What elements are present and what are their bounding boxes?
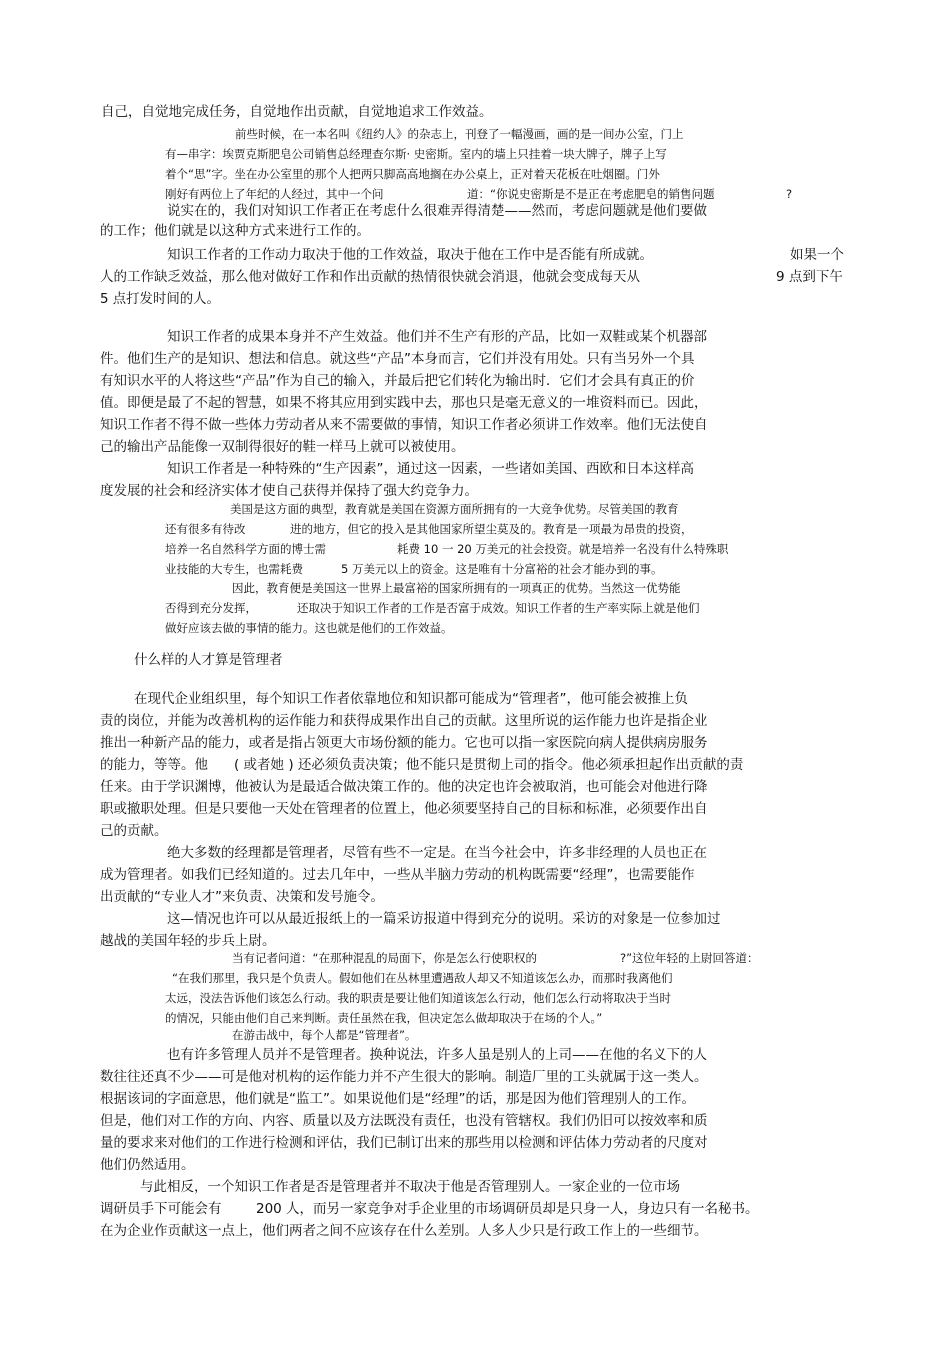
text-line: 在现代企业组织里，每个知识工作者依靠地位和知识都可能成为“管理者”，他可能会被推上负 bbox=[134, 691, 688, 707]
text-line: 调研员手下可能会有 bbox=[100, 1201, 222, 1217]
text-line: 值。即便是最了不起的智慧，如果不将其应用到实践中去，那也只是毫无意义的一堆资料而已。因此， bbox=[100, 395, 708, 411]
text-line: 如果一个 bbox=[790, 247, 844, 263]
quote-line: 还取决于知识工作者的工作是否富于成效。知识工作者的生产率实际上就是他们 bbox=[297, 601, 700, 615]
quote-line: 耗费 10 一 20 万美元的社会投资。就是培养一名没有什么特殊职 bbox=[397, 542, 729, 556]
text-line: 件。他们生产的是知识、想法和信息。就这些“产品”本身而言，它们并没有用处。只有当另外一个具 bbox=[100, 351, 695, 367]
quote-line: 因此，教育便是美国这一世界上最富裕的国家所拥有的一项真正的优势。当然这一优势能 bbox=[232, 581, 681, 595]
text-line: 说实在的，我们对知识工作者正在考虑什么很难弄得清楚——然而，考虑问题就是他们要做 bbox=[167, 203, 707, 219]
quote-line: 业技能的大专生，也需耗费 bbox=[165, 562, 303, 576]
quote-line: 进的地方，但它的投入是其他国家所望尘莫及的。教育是一项最为昂贵的投资， bbox=[290, 522, 693, 536]
quote-line: 刚好有两位上了年纪的人经过，其中一个问 bbox=[165, 187, 384, 201]
text-line: 有知识水平的人将这些“产品”作为自己的输入，并最后把它们转化为输出时．它们才会具有真正的价 bbox=[100, 373, 695, 389]
text-line: 他们仍然适用。 bbox=[100, 1157, 195, 1173]
text-line: 这—情况也许可以从最近报纸上的一篇采访报道中得到充分的说明。采访的对象是一位参加过 bbox=[167, 911, 721, 927]
text-line: 也有许多管理人员并不是管理者。换种说法，许多人虽是别人的上司——在他的名义下的人 bbox=[167, 1047, 707, 1063]
text-line: 的工作；他们就是以这种方式来进行工作的。 bbox=[100, 223, 370, 239]
quote-line: 着个“思”字。坐在办公室里的那个人把两只脚高高地搁在办公桌上，正对着天花板在吐烟圈。门外 bbox=[165, 167, 660, 181]
text-line: 知识工作者不得不做一些体力劳动者从来不需要做的事情，知识工作者必须讲工作效率。他们无法使自 bbox=[100, 417, 708, 433]
text-line: 己的贡献。 bbox=[100, 823, 168, 839]
text-line: 根据该词的字面意思，他们就是“监工”。如果说他们是“经理”的话，那是因为他们管理别人的工作。 bbox=[100, 1091, 695, 1107]
text-line: 200 人，而另一家竞争对手企业里的市场调研员却是只身一人，身边只有一名秘书。 bbox=[256, 1201, 759, 1217]
quote-line: 太远，没法告诉他们该怎么行动。我的职责是要让他们知道该怎么行动，他们怎么行动将取决于当时 bbox=[165, 991, 671, 1005]
text-line: 人的工作缺乏效益，那么他对做好工作和作出贡献的热情很快就会消退，他就会变成每天从 bbox=[100, 269, 640, 285]
text-line: 量的要求来对他们的工作进行检测和评估，我们已制订出来的那些用以检测和评估体力劳动者的尺度对 bbox=[100, 1135, 708, 1151]
quote-line: ? bbox=[786, 187, 793, 201]
text-line: 5 点打发时间的人。 bbox=[100, 291, 220, 307]
text-line: 但是，他们对工作的方向、内容、质量以及方法既没有责任，也没有管辖权。我们仍旧可以按效率和质 bbox=[100, 1113, 708, 1129]
quote-line: 培养一名自然科学方面的博士需 bbox=[165, 542, 326, 556]
text-line: 己的输出产品能像一双制得很好的鞋一样马上就可以被使用。 bbox=[100, 439, 465, 455]
quote-line: 当有记者问道：“在那种混乱的局面下，你是怎么行使职权的 bbox=[232, 951, 537, 965]
text-line: 度发展的社会和经济实体才使自己获得并保持了强大约竞争力。 bbox=[100, 483, 478, 499]
quote-line: 有—串字：埃贾克斯肥皂公司销售总经理查尔斯· 史密斯。室内的墙上只挂着一块大牌子，牌子上写 bbox=[165, 147, 667, 161]
text-line: 的能力，等等。他 bbox=[100, 757, 208, 773]
text-line: 出贡献的“专业人才”来负责、决策和发号施令。 bbox=[100, 889, 384, 905]
text-line: 责的岗位，并能为改善机构的运作能力和获得成果作出自己的贡献。这里所说的运作能力也许是指企业 bbox=[100, 713, 708, 729]
text-line: 9 点到下午 bbox=[776, 269, 843, 285]
text-line: 职或撤职处理。但是只要他一天处在管理者的位置上，他必须要坚持自己的目标和标准，必须要作出自 bbox=[100, 801, 708, 817]
quote-line: 的情况，只能由他们自己来判断。责任虽然在我，但决定怎么做却取决于在场的个人。” bbox=[165, 1011, 603, 1025]
text-line: 知识工作者的工作动力取决于他的工作效益，取决于他在工作中是否能有所成就。 bbox=[167, 247, 653, 263]
text-line: 推出一种新产品的能力，或者是指占领更大市场份额的能力。它也可以指一家医院向病人提供病房服务 bbox=[100, 735, 708, 751]
text-line: 知识工作者是一种特殊的“生产因素”，通过这一因素，一些诸如美国、西欧和日本这样高 bbox=[167, 461, 694, 477]
quote-line: 道：“你说史密斯是不是正在考虑肥皂的销售问题 bbox=[467, 187, 715, 201]
text-line: 数往往还真不少——可是他对机构的运作能力并不产生很大的影响。制造厂里的工头就属于这一类人。 bbox=[100, 1069, 708, 1085]
quote-line: 在游击战中，每个人都是“管理者”。 bbox=[232, 1028, 417, 1042]
text-line: 在为企业作贡献这一点上，他们两者之间不应该存在什么差别。人多人少只是行政工作上的一些细节。 bbox=[100, 1223, 708, 1239]
quote-line: 还有很多有待改 bbox=[165, 522, 246, 536]
quote-line: 美国是这方面的典型，教育就是美国在资源方面所拥有的一大竞争优势。尽管美国的教育 bbox=[230, 502, 679, 516]
text-line: 任来。由于学识渊博，他被认为是最适合做决策工作的。他的决定也许会被取消，也可能会对他进行降 bbox=[100, 779, 708, 795]
quote-line: “在我们那里，我只是个负责人。假如他们在丛林里遭遇敌人却又不知道该怎么办，而那时我离他们 bbox=[172, 971, 673, 985]
quote-line: ?”这位年轻的上尉回答道： bbox=[620, 951, 759, 965]
section-heading: 什么样的人才算是管理者 bbox=[134, 652, 283, 668]
text-line: 自己，自觉地完成任务，自觉地作出贡献，自觉地追求工作效益。 bbox=[101, 104, 493, 120]
quote-line: 5 万美元以上的资金。这是唯有十分富裕的社会才能办到的事。 bbox=[341, 562, 663, 576]
text-line: 成为管理者。如我们已经知道的。过去几年中，一些从半脑力劳动的机构既需要“经理”，也需要能作 bbox=[100, 867, 695, 883]
text-line: 知识工作者的成果本身并不产生效益。他们并不生产有形的产品，比如一双鞋或某个机器部 bbox=[167, 329, 707, 345]
quote-line: 否得到充分发挥， bbox=[165, 601, 257, 615]
quote-line: 前些时候，在一本名叫《纽约人》的杂志上，刊登了一幅漫画，画的是一间办公室，门上 bbox=[235, 127, 684, 141]
text-line: 与此相反，一个知识工作者是否是管理者并不取决于他是否管理别人。一家企业的一位市场 bbox=[140, 1179, 680, 1195]
quote-line: 做好应该去做的事情的能力。这也就是他们的工作效益。 bbox=[165, 621, 453, 635]
text-line: ( 或者她 ) 还必须负责决策；他不能只是贯彻上司的指令。他必须承担起作出贡献的责 bbox=[234, 757, 744, 773]
text-line: 越战的美国年轻的步兵上尉。 bbox=[100, 933, 276, 949]
text-line: 绝大多数的经理都是管理者，尽管有些不一定是。在当今社会中，许多非经理的人员也正在 bbox=[167, 845, 707, 861]
